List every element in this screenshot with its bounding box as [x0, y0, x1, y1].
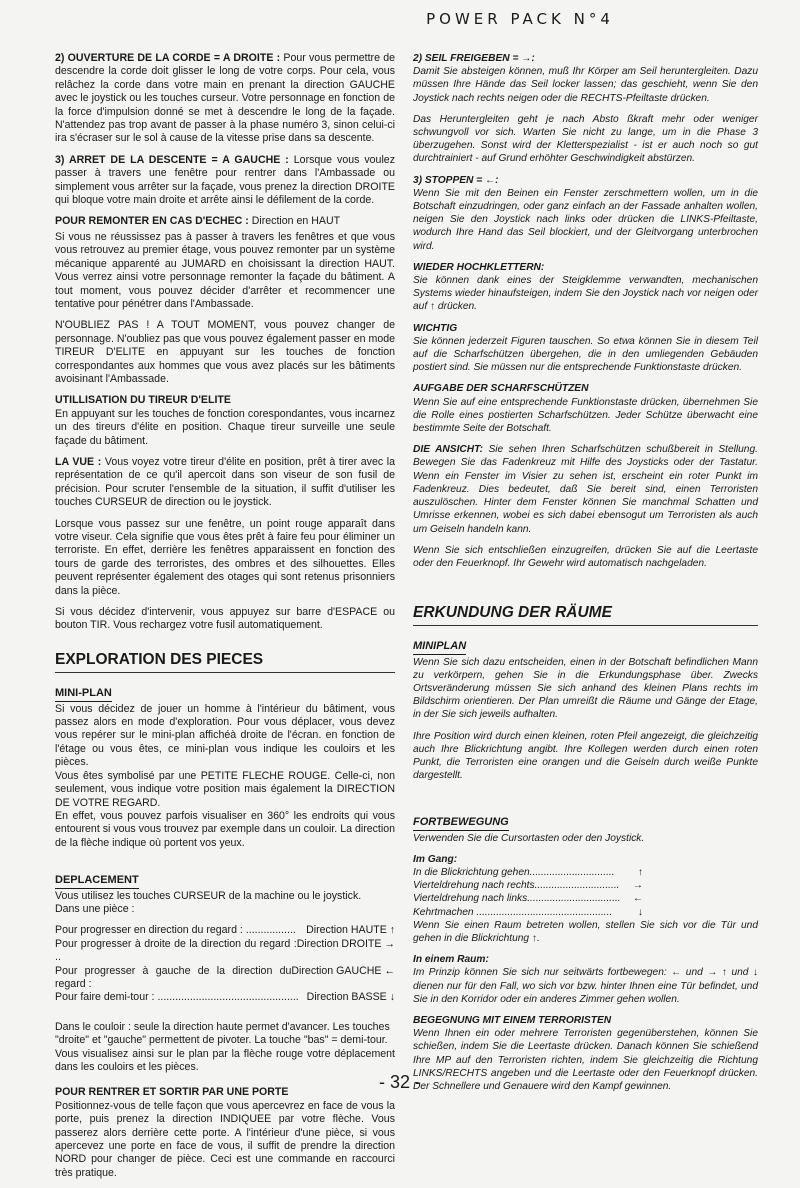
row-label: Vierteldrehung nach rechts..............................	[413, 880, 620, 892]
section-text: Sie sehen Ihren Scharfschützen schußbereit in Stellung. Bewegen Sie das Fadenkreuz mit Hilfe des Joysticks oder der Tastatur. Wenn ein Fenster im Visier zu sehen ist, erscheint ein roter Punkt im Fadenkreuz. Dies bedeutet, daß Sie bereit sind, einen Terroristen auszulöschen. Hinter dem Fenster können Sie manchmal Schatten und Umrisse erkennen, wobei es sich dabei ebensogut um Terroristen als auch um Geiseln handeln kann.	[413, 444, 758, 535]
table-row	[55, 938, 395, 965]
paragraph: Positionnez-vous de telle façon que vous apercevrez en face de vous la porte, puis prenez la direction INDIQUEE par votre flèche. Vous passerez alors derrière cette porte. A l'intérieur d'une pièce, si vous apercevez une porte en face de vous, il suffit de prendre la direction NORD pour changer de pièce. Ceci est une commande en raccourci très pratique.	[55, 1099, 395, 1179]
section-title: POUR REMONTER EN CAS D'ECHEC :	[55, 215, 249, 228]
section-text: Direction en HAUT	[248, 215, 341, 228]
direction-table	[55, 924, 395, 1004]
section	[413, 443, 758, 535]
paragraph: Damit Sie absteigen können, muß Ihr Körper am Seil heruntergleiten. Dazu müssen Ihre Hände das Seil locker lassen; das geschieht, wenn Sie den Joystick nach rechts neigen oder die RECHTS-Pfeiltaste drücken.	[413, 66, 758, 104]
section-text: Lorsque vous voulez passer à travers une fenêtre pour rentrer dans l'Ambassade ou simplement vous arrêter sur la façade, vous prenez la direction DROITE qui bloque votre main droite et arrête ainsi le défilement de la corde.	[55, 153, 395, 207]
page-header	[0, 10, 800, 29]
row-value: →	[632, 880, 643, 892]
section-text: Pour vous permettre de descendre la corde doit glisser le long de votre corps. Pour cela, vous relâchez la corde dans votre main en prenant la direction GAUCHE avec le joystick ou les touches curseur. Votre personnage en fonction de la force d'impulsion donné se met à descendre le long de la façade. N'attendez pas trop avant de passer à la phase numéro 3, sinon celui-ci ira s'écraser sur le sol à cause de la vitesse prise dans sa descente.	[55, 52, 395, 145]
paragraph: En effet, vous pouvez parfois visualiser en 360° les endroits qui vous entourent si vous vous trouvez par exemple dans un couloir. La direction de la flèche indique où portent vos yeux.	[55, 809, 395, 849]
paragraph: Si vous ne réussissez pas à passer à travers les fenêtres et que vous vous retrouvez au premier étage, vous pouvez remonter par un système mécanique apparenté au JUMARD en choisissant la direction HAUT. Vous verrez ainsi votre personnage remonter la façade du bâtiment. A tout moment, vous pouvez décider d'arrêter et recommencer une tentative pour pénétrer dans l'Ambassade.	[55, 230, 395, 310]
paragraph: Wenn Sie einen Raum betreten wollen, stellen Sie sich vor die Tür und gehen in die Blickrichtung ↑.	[413, 919, 758, 944]
divider	[55, 672, 395, 673]
paragraph: Vous utilisez les touches CURSEUR de la machine ou le joystick.	[55, 889, 362, 902]
row-label: Pour faire demi-tour : ................................................	[55, 991, 299, 1004]
paragraph: N'OUBLIEZ PAS ! A TOUT MOMENT, vous pouvez changer de personnage. N'oubliez pas que vous pouvez également passer en mode TIREUR D'ELITE en appuyant sur les touches de fonction correspondantes aux hommes que vous avez placés sur les bâtiments avoisinant l'Ambassade.	[55, 319, 395, 385]
section-title: POUR RENTRER ET SORTIR PAR UNE PORTE	[55, 1086, 289, 1099]
row-value: Direction HAUTE ↑	[306, 924, 395, 937]
row-label: Vierteldrehung nach links.................................	[413, 893, 621, 905]
german-column	[413, 52, 758, 1101]
chapter-title: EXPLORATION DES PIECES	[55, 650, 264, 668]
paragraph: Si vous décidez d'intervenir, vous appuyez sur barre d'ESPACE ou bouton TIR. Vous rechargez votre fusil automatiquement.	[55, 606, 395, 632]
paragraph: Im Prinzip können Sie sich nur seitwärts fortbewegen: ← und → ↑ und ↓ dienen nur für den Fall, wo sich vor bzw. hinter Ihnen eine Tür befindet, und Sie in den Korridor oder ein anderes Zimmer gehen wollen.	[413, 967, 758, 1005]
row-value: Direction BASSE ↓	[306, 991, 395, 1004]
section-title: 3) ARRET DE LA DESCENTE = A GAUCHE :	[55, 153, 289, 166]
paragraph: Wenn Sie sich dazu entscheiden, einen in der Botschaft befindlichen Mann zu verkörpern, gehen Sie in die Erkundungsphase über. Zwecks Ortsveränderung müssen Sie sich anhand des kleinen Plans rechts im Bildschirm orientieren. Der Plan umreißt die Räume und Gänge der Etage, in der Sie sich jeweils aufhalten.	[413, 656, 758, 721]
row-value: Direction DROITE →	[296, 937, 395, 950]
page-number: - 32 -	[378, 1072, 421, 1092]
row-label: In die Blickrichtung gehen..............................	[413, 866, 615, 878]
french-column	[55, 52, 395, 1188]
paragraph: Wenn Sie mit den Beinen ein Fenster zerschmettern wollen, um in die Botschaft einzudringen, oder ganz einfach an der Fassade anhalten wollen, neigen Sie den Joystick nach links oder drücken die LINKS-Pfeiltaste, wodurch Ihre Hand das Seil blockiert, und der Gleitvorgang unterbrochen wird.	[413, 187, 758, 252]
section-title: WICHTIG	[413, 322, 458, 334]
section-text: Vous voyez votre tireur d'élite en position, prêt à tirer avec la représentation de ce qu'il apercoit dans son viseur de son fusil de précision. Pour scruter l'ensemble de la situation, il suffit d'utiliser les touches CURSEUR de direction ou le joystick.	[55, 455, 395, 509]
section-title: AUFGABE DER SCHARFSCHÜTZEN	[413, 383, 589, 395]
section-title: WIEDER HOCHKLETTERN:	[413, 261, 545, 273]
table-row	[55, 991, 395, 1004]
paragraph: Wenn Ihnen ein oder mehrere Terroristen gegenüberstehen, können Sie schießen, indem Sie die Leertaste drücken. Danach können Sie schießend Ihre MP auf den Terroristen richten, indem Sie gleichzeitig die Richtung LINKS/RECHTS angeben und die Leertaste oder den Feuerknopf drücken. Der Schnellere und Genauere wird den Kampf gewinnen.	[413, 1028, 758, 1092]
section	[55, 154, 395, 208]
row-label: Pour progresser à droite de la direction du regard : ..	[55, 937, 297, 964]
subsection-title: DEPLACEMENT	[55, 874, 139, 888]
table-row	[55, 965, 395, 992]
subsection-title: FORTBEWEGUNG	[413, 816, 509, 830]
subsection-title: Im Gang:	[413, 853, 458, 865]
paragraph: Dans une pièce :	[55, 902, 135, 915]
paragraph: Sie können jederzeit Figuren tauschen. So etwa können Sie in diesem Teil auf die Scharfschützen übergehen, die in den umliegenden Gebäuden postiert sind. Sie müssen nur die entsprechende Funktionstaste drücken.	[413, 335, 758, 374]
paragraph: Ihre Position wird durch einen kleinen, roten Pfeil angezeigt, die gleichzeitig auch Ihre Blickrichtung angibt. Ihre Kollegen werden durch einen roten Punkt, die Terroristen eine orangen und die Geiseln durch weiße Punkte dargestellt.	[413, 730, 758, 782]
row-label: Pour progresser à gauche de la direction du regard :	[55, 964, 292, 990]
paragraph: Lorsque vous passez sur une fenêtre, un point rouge apparaît dans votre viseur. Cela signifie que vous êtes prêt à faire feu pour éliminer un terroriste. En effet, derrière les fenêtres apparaissent en fonction des tours de garde des terroristes, des ombres et des silhouettes. Elles peuvent représenter également des otages qui sont retenus prisonniers dans la pièce.	[55, 517, 395, 597]
paragraph: Verwenden Sie die Cursortasten oder den Joystick.	[413, 832, 645, 844]
row-value: ←	[632, 893, 643, 905]
paragraph: Vous visualisez ainsi sur le plan par la flèche rouge votre déplacement dans les couloirs et les pièces.	[55, 1047, 395, 1073]
paragraph: Sie können dank eines der Steigklemme verwandten, mechanischen Systems wieder hinaufsteigen, indem Sie den Joystick nach vor neigen oder auf ↑ drücken.	[413, 275, 758, 313]
section-title: DIE ANSICHT:	[413, 444, 483, 456]
table-row	[413, 879, 643, 892]
section-title: UTILLISATION DU TIREUR D'ELITE	[55, 394, 231, 407]
paragraph: En appuyant sur les touches de fonction corespondantes, vous incarnez un des tireurs d'élite en position. Chaque tireur surveille une seule façade du bâtiment.	[55, 407, 395, 447]
subsection-title: MINI-PLAN	[55, 687, 112, 701]
section-title: LA VUE :	[55, 455, 102, 468]
row-value: Direction GAUCHE ←	[291, 964, 395, 977]
paragraph: Wenn Sie sich entschließen einzugreifen, drücken Sie auf die Leertaste oder den Feuerknopf. Ihr Gewehr wird automatisch nachgeladen.	[413, 544, 758, 569]
section-title: 2) OUVERTURE DE LA CORDE = A DROITE :	[55, 52, 281, 64]
table-row	[413, 906, 643, 919]
subsection-title: In einem Raum:	[413, 954, 489, 966]
table-row	[413, 892, 643, 905]
header-title: POWER PACK N°4	[426, 10, 614, 28]
table-row	[55, 924, 395, 937]
row-value: ↑	[637, 866, 643, 878]
row-label: Kehrtmachen ................................................	[413, 906, 613, 918]
direction-table	[413, 866, 643, 919]
paragraph: Dans le couloir : seule la direction haute permet d'avancer. Les touches "droite" et "gauche" permettent de pivoter. La touche "bas" = demi-tour.	[55, 1020, 390, 1047]
section-title: 3) STOPPEN = ←:	[413, 174, 499, 186]
paragraph: Das Heruntergleiten geht je nach Absto ßkraft mehr oder weniger schwungvoll vor sich. Warten Sie nicht zu lange, um in die Phase 3 überzugehen. Sonst wird der Kletterspezialist - ist er auch noch so gut durchtrainiert - auf Grund erhöhter Geschwindigkeit abstürzen.	[413, 113, 758, 165]
section	[55, 215, 395, 228]
table-row	[413, 866, 643, 879]
subsection-title: MINIPLAN	[413, 640, 466, 654]
section-title: BEGEGNUNG MIT EINEM TERRORISTEN	[413, 1014, 612, 1026]
paragraph: Si vous décidez de jouer un homme à l'intérieur du bâtiment, vous passez alors en mode d'exploration. Pour vous déplacer, vous devez vous repérer sur le mini-plan affichéà droite de l'écran. en fonction de l'étage ou vous êtes, ce mini-plan vous indique les couloirs et les pièces.	[55, 702, 395, 769]
divider	[413, 625, 758, 626]
row-value: ↓	[637, 906, 643, 918]
section	[55, 456, 395, 510]
paragraph: Vous êtes symbolisé par une PETITE FLECHE ROUGE. Celle-ci, non seulement, vous indique votre position mais également la DIRECTION DE VOTRE REGARD.	[55, 769, 395, 809]
chapter-title: ERKUNDUNG DER RÄUME	[413, 604, 612, 622]
section	[55, 52, 395, 146]
paragraph: Wenn Sie auf eine entsprechende Funktionstaste drücken, übernehmen Sie die Rolle eines postierten Scharfschützen. Jeder Schütze überwacht eine bestimmte Seite der Botschaft.	[413, 396, 758, 435]
row-label: Pour progresser en direction du regard : .................	[55, 924, 296, 937]
section-title: 2) SEIL FREIGEBEN = →:	[413, 53, 535, 64]
